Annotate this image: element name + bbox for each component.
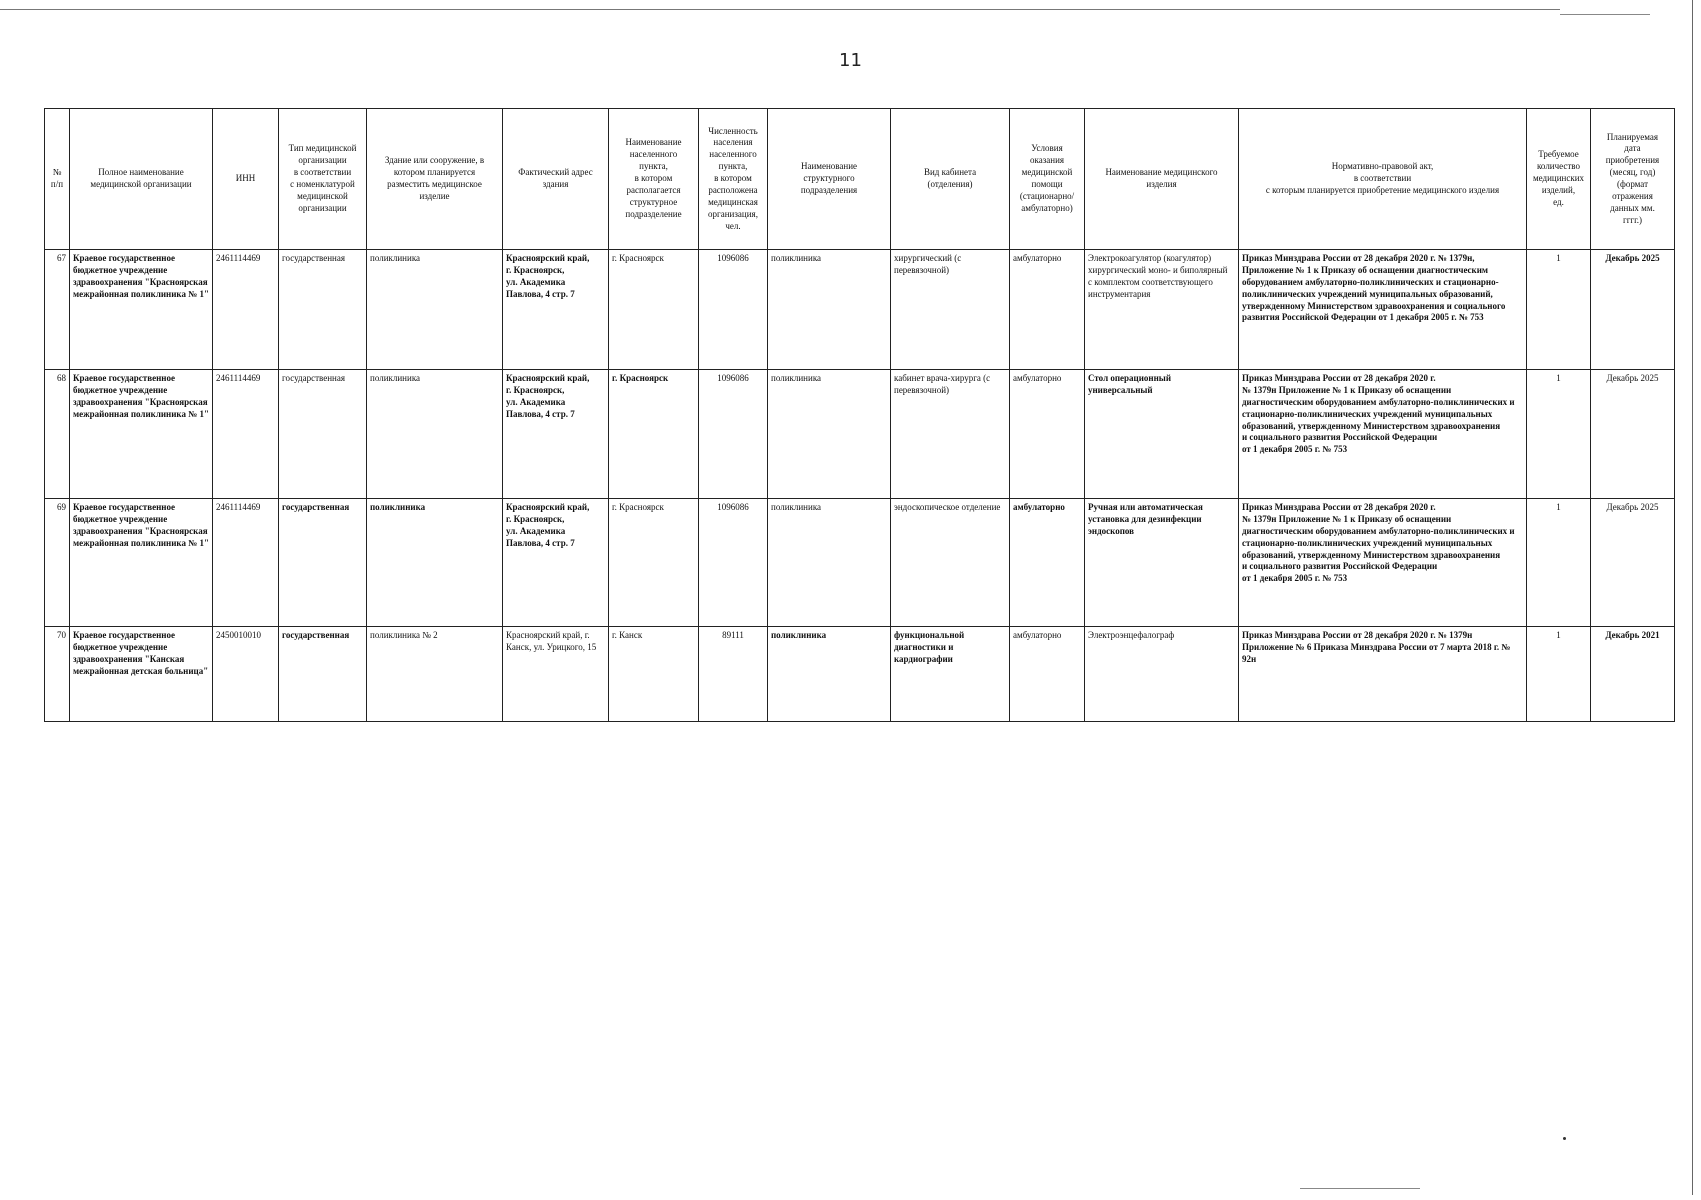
table-row xyxy=(45,499,1675,627)
cell-legal-act: Приказ Минздрава России от 28 декабря 2020 г. № 1379н Приложение № 6 Приказа Минздрава России от 7 марта 2018 г. № 92н xyxy=(1239,627,1527,722)
cell-population: 1096086 xyxy=(699,370,768,499)
scan-artifact xyxy=(1563,1137,1566,1140)
cell-quantity: 1 xyxy=(1527,370,1591,499)
cell-inn: 2450010010 xyxy=(213,627,279,722)
col-header-subdivision: Наименование структурного подразделения xyxy=(768,109,891,250)
cell-building: поликлиника № 2 xyxy=(367,627,503,722)
cell-organization: Краевое государственное бюджетное учреждение здравоохранения "Красноярская межрайонная поликлиника № 1" xyxy=(70,499,213,627)
cell-number: 70 xyxy=(45,627,70,722)
col-header-purchase-date: Планируемая дата приобретения (месяц, год) (формат отражения данных мм. гггг.) xyxy=(1591,109,1675,250)
scan-edge-right xyxy=(1692,0,1693,1195)
col-header-device: Наименование медицинского изделия xyxy=(1085,109,1239,250)
cell-population: 1096086 xyxy=(699,250,768,370)
col-header-conditions: Условия оказания медицинской помощи (стационарно/ амбулаторно) xyxy=(1010,109,1085,250)
cell-number: 67 xyxy=(45,250,70,370)
cell-purchase-date: Декабрь 2021 xyxy=(1591,627,1675,722)
cell-locality: г. Красноярск xyxy=(609,370,699,499)
cell-org-type: государственная xyxy=(279,499,367,627)
cell-organization: Краевое государственное бюджетное учреждение здравоохранения "Красноярская межрайонная поликлиника № 1" xyxy=(70,370,213,499)
cell-subdivision: поликлиника xyxy=(768,250,891,370)
cell-building: поликлиника xyxy=(367,250,503,370)
cell-address: Красноярский край, г. Канск, ул. Урицкого, 15 xyxy=(503,627,609,722)
cell-device: Электрокоагулятор (коагулятор) хирургический моно- и биполярный с комплектом соответствующего инструментария xyxy=(1085,250,1239,370)
table-row xyxy=(45,370,1675,499)
col-header-cabinet: Вид кабинета (отделения) xyxy=(891,109,1010,250)
col-header-population: Численность населения населенного пункта, в котором расположена медицинская организация, чел. xyxy=(699,109,768,250)
cell-cabinet: функциональной диагностики и кардиографии xyxy=(891,627,1010,722)
scan-artifact xyxy=(1560,14,1650,15)
cell-purchase-date: Декабрь 2025 xyxy=(1591,499,1675,627)
col-header-organization: Полное наименование медицинской организации xyxy=(70,109,213,250)
cell-device: Ручная или автоматическая установка для дезинфекции эндоскопов xyxy=(1085,499,1239,627)
cell-subdivision: поликлиника xyxy=(768,370,891,499)
cell-legal-act: Приказ Минздрава России от 28 декабря 2020 г. № 1379н, Приложение № 1 к Приказу об оснащении диагностическим оборудованием амбулаторно-поликлинических и стационарно-поликлинических учреждений муниципальных образований, утвержденному Министерством здравоохранения и социального развития Российской Федерации от 1 декабря 2005 г. № 753 xyxy=(1239,250,1527,370)
col-header-locality: Наименование населенного пункта, в котором располагается структурное подразделение xyxy=(609,109,699,250)
col-header-legal-act: Нормативно-правовой акт, в соответствии с которым планируется приобретение медицинского изделия xyxy=(1239,109,1527,250)
col-header-number: № п/п xyxy=(45,109,70,250)
cell-subdivision: поликлиника xyxy=(768,499,891,627)
table-row xyxy=(45,250,1675,370)
cell-quantity: 1 xyxy=(1527,627,1591,722)
cell-organization: Краевое государственное бюджетное учреждение здравоохранения "Канская межрайонная детская больница" xyxy=(70,627,213,722)
table-row xyxy=(45,627,1675,722)
cell-conditions: амбулаторно xyxy=(1010,499,1085,627)
cell-device: Электроэнцефалограф xyxy=(1085,627,1239,722)
cell-locality: г. Красноярск xyxy=(609,250,699,370)
cell-number: 68 xyxy=(45,370,70,499)
cell-cabinet: эндоскопическое отделение xyxy=(891,499,1010,627)
cell-legal-act: Приказ Минздрава России от 28 декабря 2020 г. № 1379н Приложение № 1 к Приказу об оснащении диагностическим оборудованием амбулаторно-поликлинических и стационарно-поликлинических учреждений муниципальных образований, утвержденному Министерством здравоохранения и социального развития Российской Федерации от 1 декабря 2005 г. № 753 xyxy=(1239,370,1527,499)
cell-cabinet: хирургический (с перевязочной) xyxy=(891,250,1010,370)
cell-address: Красноярский край, г. Красноярск, ул. Академика Павлова, 4 стр. 7 xyxy=(503,250,609,370)
cell-quantity: 1 xyxy=(1527,250,1591,370)
cell-legal-act: Приказ Минздрава России от 28 декабря 2020 г. № 1379н Приложение № 1 к Приказу об оснащении диагностическим оборудованием амбулаторно-поликлинических и стационарно-поликлинических учреждений муниципальных образований, утвержденному Министерством здравоохранения и социального развития Российской Федерации от 1 декабря 2005 г. № 753 xyxy=(1239,499,1527,627)
cell-cabinet: кабинет врача-хирурга (с перевязочной) xyxy=(891,370,1010,499)
col-header-address: Фактический адрес здания xyxy=(503,109,609,250)
scan-artifact xyxy=(1300,1188,1420,1189)
cell-inn: 2461114469 xyxy=(213,370,279,499)
col-header-inn: ИНН xyxy=(213,109,279,250)
cell-locality: г. Красноярск xyxy=(609,499,699,627)
cell-conditions: амбулаторно xyxy=(1010,370,1085,499)
cell-subdivision: поликлиника xyxy=(768,627,891,722)
cell-inn: 2461114469 xyxy=(213,499,279,627)
cell-purchase-date: Декабрь 2025 xyxy=(1591,370,1675,499)
cell-org-type: государственная xyxy=(279,370,367,499)
cell-org-type: государственная xyxy=(279,250,367,370)
col-header-building: Здание или сооружение, в котором планируется разместить медицинское изделие xyxy=(367,109,503,250)
table-header-row xyxy=(45,109,1675,250)
cell-number: 69 xyxy=(45,499,70,627)
cell-conditions: амбулаторно xyxy=(1010,250,1085,370)
cell-device: Стол операционный универсальный xyxy=(1085,370,1239,499)
cell-population: 1096086 xyxy=(699,499,768,627)
cell-locality: г. Канск xyxy=(609,627,699,722)
cell-address: Красноярский край, г. Красноярск, ул. Академика Павлова, 4 стр. 7 xyxy=(503,370,609,499)
col-header-org-type: Тип медицинской организации в соответствии с номенклатурой медицинской организации xyxy=(279,109,367,250)
cell-org-type: государственная xyxy=(279,627,367,722)
cell-population: 89111 xyxy=(699,627,768,722)
page-number: 11 xyxy=(839,50,862,71)
cell-quantity: 1 xyxy=(1527,499,1591,627)
medical-equipment-table xyxy=(44,108,1675,722)
cell-organization: Краевое государственное бюджетное учреждение здравоохранения "Красноярская межрайонная поликлиника № 1" xyxy=(70,250,213,370)
cell-address: Красноярский край, г. Красноярск, ул. Академика Павлова, 4 стр. 7 xyxy=(503,499,609,627)
col-header-quantity: Требуемое количество медицинских изделий, ед. xyxy=(1527,109,1591,250)
cell-building: поликлиника xyxy=(367,370,503,499)
cell-purchase-date: Декабрь 2025 xyxy=(1591,250,1675,370)
cell-building: поликлиника xyxy=(367,499,503,627)
scan-edge-top xyxy=(0,9,1560,10)
cell-conditions: амбулаторно xyxy=(1010,627,1085,722)
cell-inn: 2461114469 xyxy=(213,250,279,370)
